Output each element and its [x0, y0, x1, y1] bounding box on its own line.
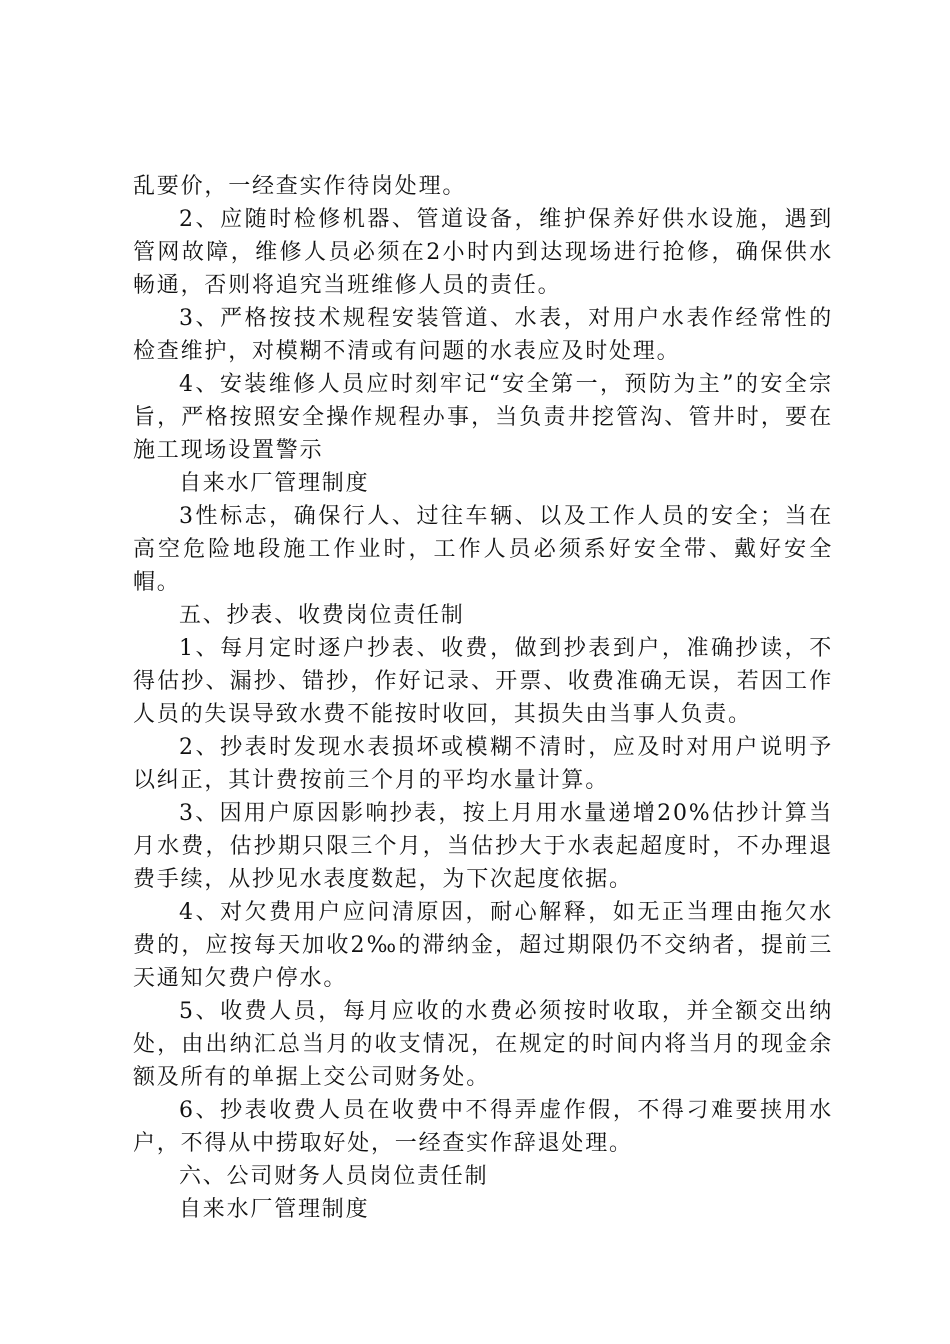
document-body	[133, 170, 833, 1226]
paragraph: 3、严格按技术规程安装管道、水表，对用户水表作经常性的检查维护，对模糊不清或有问题的水表应及时处理。	[133, 306, 833, 364]
section-header-repeat: 自来水厂管理制度	[179, 471, 370, 496]
paragraph: 2、抄表时发现水表损坏或模糊不清时，应及时对用户说明予以纠正，其计费按前三个月的平均水量计算。	[133, 735, 833, 793]
section-header-repeat: 自来水厂管理制度	[179, 1197, 370, 1222]
paragraph: 3、因用户原因影响抄表，按上月用水量递增20%估抄计算当月水费，估抄期只限三个月，当估抄大于水表起超度时，不办理退费手续，从抄见水表度数起，为下次起度依据。	[133, 801, 833, 892]
paragraph: 2、应随时检修机器、管道设备，维护保养好供水设施，遇到管网故障，维修人员必须在2小时内到达现场进行抢修，确保供水畅通，否则将追究当班维修人员的责任。	[133, 207, 833, 298]
paragraph: 3性标志，确保行人、过往车辆、以及工作人员的安全；当在高空危险地段施工作业时，工作人员必须系好安全带、戴好安全帽。	[133, 504, 833, 595]
paragraph: 乱要价，一经查实作待岗处理。	[133, 174, 467, 199]
section-heading: 六、公司财务人员岗位责任制	[179, 1164, 489, 1189]
paragraph: 4、对欠费用户应问清原因，耐心解释，如无正当理由拖欠水费的，应按每天加收2‰的滞纳金，超过期限仍不交纳者，提前三天通知欠费户停水。	[133, 900, 833, 991]
paragraph: 5、收费人员，每月应收的水费必须按时收取，并全额交出纳处，由出纳汇总当月的收支情况，在规定的时间内将当月的现金余额及所有的单据上交公司财务处。	[133, 999, 833, 1090]
paragraph: 1、每月定时逐户抄表、收费，做到抄表到户，准确抄读，不得估抄、漏抄、错抄，作好记录、开票、收费准确无误，若因工作人员的失误导致水费不能按时收回，其损失由当事人负责。	[133, 636, 833, 727]
section-heading: 五、抄表、收费岗位责任制	[179, 603, 465, 628]
paragraph: 6、抄表收费人员在收费中不得弄虚作假，不得刁难要挟用水户，不得从中捞取好处，一经查实作辞退处理。	[133, 1098, 833, 1156]
paragraph: 4、安装维修人员应时刻牢记“安全第一，预防为主”的安全宗旨，严格按照安全操作规程办事，当负责井挖管沟、管井时，要在施工现场设置警示	[133, 372, 833, 463]
